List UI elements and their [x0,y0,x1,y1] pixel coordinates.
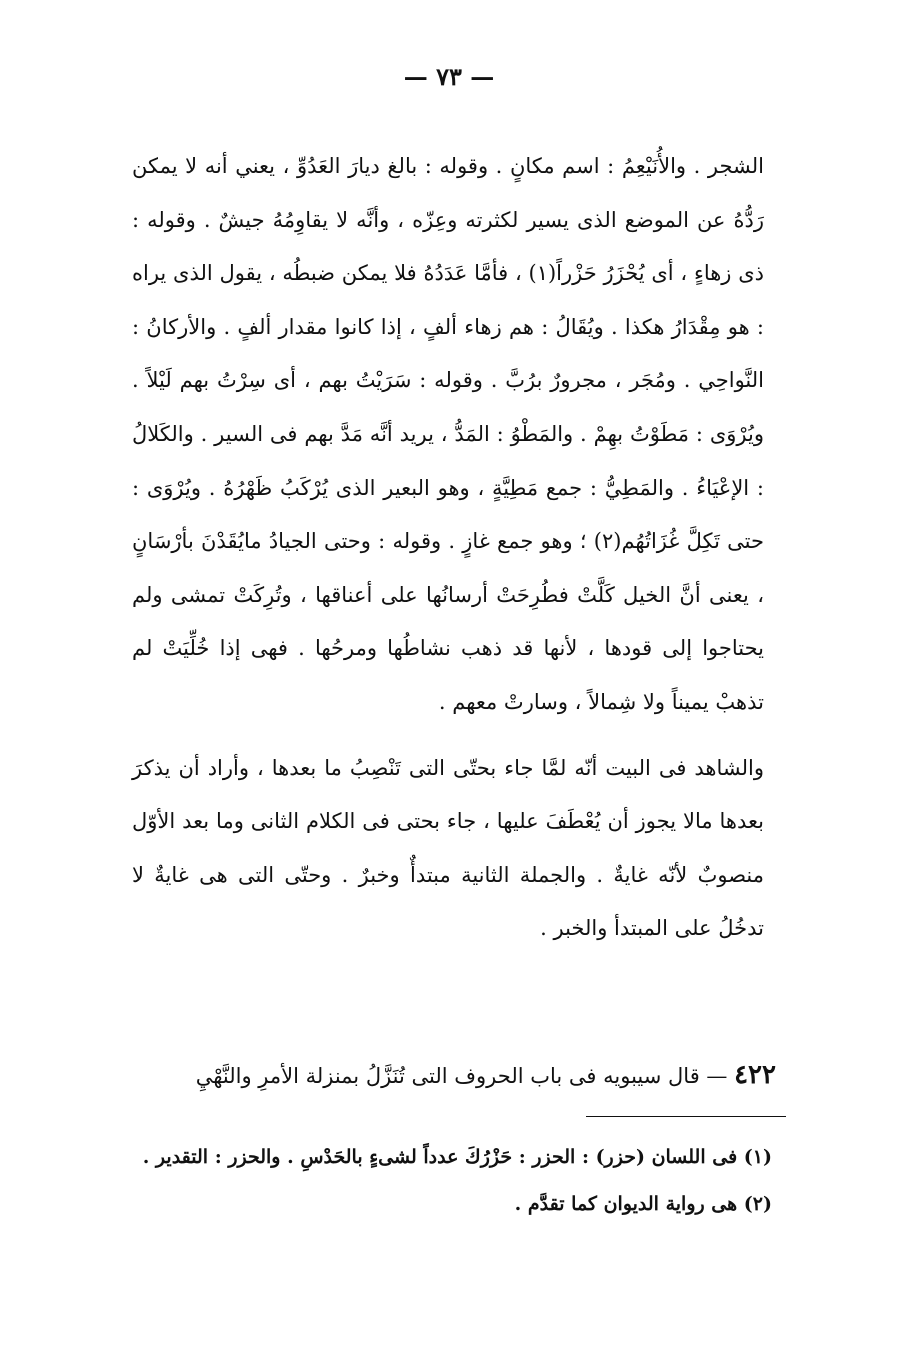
footnote-marker: (٢) [743,1193,772,1215]
footnote-separator [586,1116,786,1117]
shahid-paragraph: والشاهد فى البيت أنّه لمَّا جاء بحتّى التى تَنْصِبُ ما بعدها ، وأراد أن يذكرَ بعدها مالا يجوز أن يُعْطَفَ عليها ، جاء بحتى فى الكلام الثانى وما بعد الأوّل منصوبٌ لأنّه غايةٌ . والجملة الثانية مبتدأٌ وخبرٌ . وحتّى التى هى غايةٌ لا تدخُلُ على المبتدأ والخبر . [132,755,764,941]
commentary-paragraph: الشجر . والأُنَيْعِمُ : اسم مكانٍ . وقوله : بالغ ديارَ العَدُوِّ ، يعني أنه لا يمكن رَدُّهُ عن الموضع الذى يسير لكثرته وعِزّه ، وأنَّه لا يقاوِمُهُ جيشٌ . وقوله : ذى زهاءٍ ، أى يُحْزَرُ حَزْراً(١) ، فأمَّا عَدَدُهُ فلا يمكن ضبطُه ، يقول الذى يراه : هو مِقْدَارُ هكذا . ويُقَالُ : هم زهاء ألفٍ ، إذا كانوا مقدار ألفٍ . والأركانُ : النَّواحِي . ومُجَر ، مجرورٌ برُبَّ . وقوله : سَرَيْتُ بهم ، أى سِرْتُ بهم لَيْلاً . ويُرْوَى : مَطَوْتُ بهِمْ . والمَطْوُ : المَدُّ ، يريد أنَّه مَدَّ بهم فى السير . والكَلالُ : الإعْيَاءُ . والمَطِيُّ : جمع مَطِيَّةٍ ، وهو البعير الذى يُرْكَبُ ظَهْرُهُ . ويُرْوَى : حتى تَكِلَّ غُزَاتُهُم(٢) ؛ وهو جمع غازٍ . وقوله : وحتى الجيادُ مايُقَدْنَ بأرْسَانٍ ، يعنى أنَّ الخيل كَلَّتْ فطُرِحَتْ أرسانُها على أعناقها ، وتُرِكَتْ تمشى ولم يحتاجوا إلى قودها ، لأنها قد ذهب نشاطُها ومرحُها . فهى إذا خُلِّيَتْ لم تذهبْ يميناً ولا شِمالاً ، وسارتْ معهم . [132,154,764,714]
footnotes [124,1134,772,1228]
footnote-marker: (١) [743,1146,772,1168]
section-heading [120,1048,776,1103]
page-number: — ٧٣ — [403,62,495,91]
section-text: — قال سيبويه فى باب الحروف التى تُنَزَّلُ بمنزلة الأمرِ والنَّهْيِ [195,1064,728,1088]
footnote-text: فى اللسان (حزر) : الحزر : حَزْرُكَ عدداً لشىءٍ بالحَدْسِ . والحزر : التقدير . [142,1146,738,1168]
footnote-item [124,1181,772,1228]
footnote-item [124,1134,772,1181]
section-number: ٤٢٢ [734,1060,776,1090]
main-text [132,140,764,956]
footnote-text: هى رواية الديوان كما تقدَّم . [514,1193,738,1215]
